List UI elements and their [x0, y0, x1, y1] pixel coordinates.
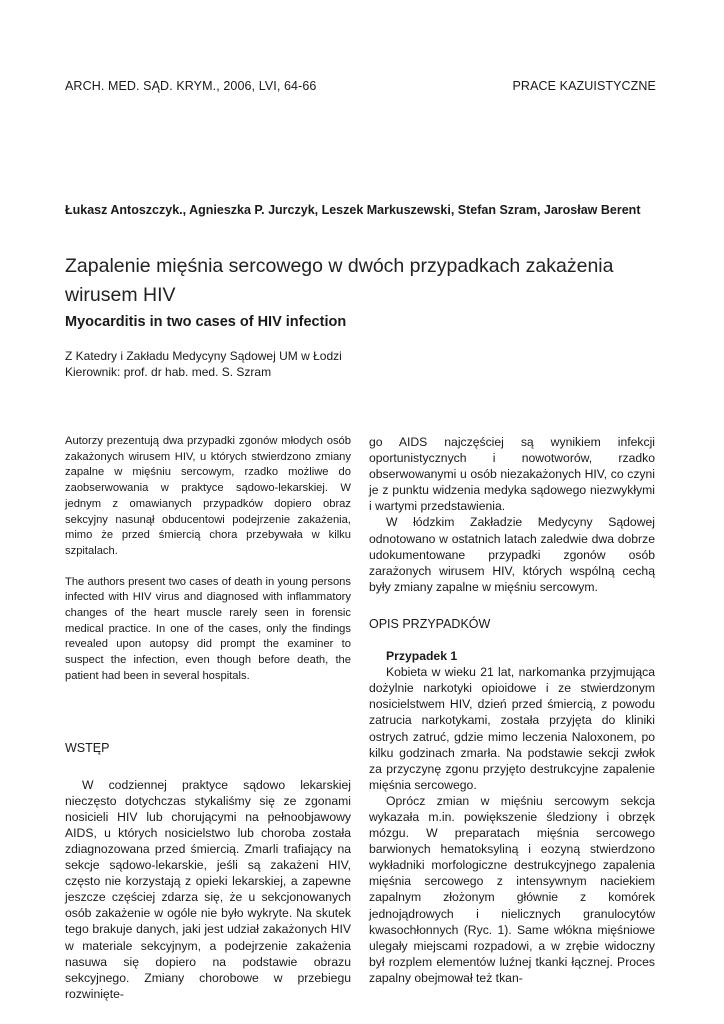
- affiliation-department: Z Katedry i Zakładu Medycyny Sądowej UM w Łodzi: [65, 349, 342, 363]
- case-1-paragraph-2: Oprócz zmian w mięśniu sercowym sekcja wykazała m.in. powiększenie śledziony i obrzęk mózgu. W preparatach mięśnia sercowego barwionych hematoksyliną i eozyną stwierdzono wykładniki morfologiczne destrukcyjnego zapalenia mięśnia sercowego z intensywnym naciekiem zapalnym złożonym głównie z komórek jednojądrowych i nielicznych granulocytów kwasochłonnych (Ryc. 1). Same włókna mięśniowe ulegały miejscami rozpadowi, a w zrębie widoczny był rozplem elementów luźnej tkanki łącznej. Proces zapalny obejmował też tkan-: [369, 793, 655, 985]
- right-paragraph-2: W łódzkim Zakładzie Medycyny Sądowej odnotowano w ostatnich latach zaledwie dwa dobrze udokumentowane przypadki zgonów osób zarażonych wirusem HIV, których wspólną cechą były zmiany zapalne w mięśniu sercowym.: [369, 515, 655, 594]
- affiliation: [65, 349, 342, 380]
- cases-heading: OPIS PRZYPADKÓW: [369, 616, 491, 631]
- title-polish: Zapalenie mięśnia sercowego w dwóch przypadkach zakażenia wirusem HIV: [65, 255, 614, 306]
- abstract-polish: [65, 434, 351, 560]
- case-1-paragraph-1: Kobieta w wieku 21 lat, narkomanka przyjmująca dożylnie narkotyki opioidowe i ze stwierdzonym nosicielstwem HIV, dzień przed śmiercią, z powodu zatrucia narkotykami, została przyjęta do kliniki ostrych zatruć, gdzie mimo leczenia Naloxonem, po kilku godzinach zmarła. Na podstawie sekcji zwłok za przyczynę zgonu przyjęto destrukcyjne zapalenie mięśnia sercowego.: [369, 665, 655, 792]
- case-1-title: Przypadek 1: [386, 649, 458, 664]
- abstract-polish-text: Autorzy prezentują dwa przypadki zgonów młodych osób zakażonych wirusem HIV, u których stwierdzono zmiany zapalne w mięśniu sercowym, rzadko możliwe do zaobserwowania w praktyce sądowo-lekarskiej. W jednym z omawianych przypadków dopiero obraz sekcyjny nasunął obducentowi podejrzenie zakażenia, mimo że przed śmiercią chora przebywała w kilku szpitalach.: [65, 435, 351, 557]
- intro-heading: WSTĘP: [65, 740, 110, 755]
- right-column: [369, 434, 655, 986]
- title-english: Myocarditis in two cases of HIV infection: [65, 314, 347, 330]
- affiliation-head: Kierownik: prof. dr hab. med. S. Szram: [65, 364, 272, 379]
- left-column: [65, 434, 351, 1002]
- section-label: PRACE KAZUISTYCZNE: [512, 79, 656, 93]
- right-paragraph-1: go AIDS najczęściej są wynikiem infekcji oportunistycznych i nowotworów, rzadko obserwowanymi u osób niezakażonych HIV, co czyni je z punktu widzenia medyka sądowego niezwykłymi i wartymi przedstawienia.: [369, 435, 655, 514]
- intro-paragraph: W codziennej praktyce sądowo lekarskiej nieczęsto dotychczas stykaliśmy się ze zgonami nosicieli HIV lub chorującymi na pełnoobjawowy AIDS, u których nosicielstwo lub choroba została zdiagnozowana przed śmiercią. Zmarli trafiający na sekcje sądowo-lekarskie, jeśli są zakażeni HIV, często nie korzystają z opieki lekarskiej, a zapewne jeszcze częściej zdarza się, że u sekcjonowanych osób zakażenie w ogóle nie było wykryte. Na skutek tego brakuje danych, jaki jest udział zakażonych HIV w materiale sekcyjnym, a podejrzenie zakażenia nasuwa się dopiero na podstawie obrazu sekcyjnego. Zmiany chorobowe w przebiegu rozwinięte-: [65, 777, 351, 1001]
- abstract-english: [65, 575, 351, 685]
- journal-citation: ARCH. MED. SĄD. KRYM., 2006, LVI, 64-66: [65, 79, 317, 93]
- abstract-english-text: The authors present two cases of death in young persons infected with HIV virus and diagnosed with inflammatory changes of the heart muscle rarely seen in forensic medical practice. In one of the cases, only the findings revealed upon autopsy did prompt the examiner to suspect the infection, even though before death, the patient had been in several hospitals.: [65, 575, 351, 682]
- authors: Łukasz Antoszczyk., Agnieszka P. Jurczyk, Leszek Markuszewski, Stefan Szram, Jarosław Berent: [65, 203, 641, 217]
